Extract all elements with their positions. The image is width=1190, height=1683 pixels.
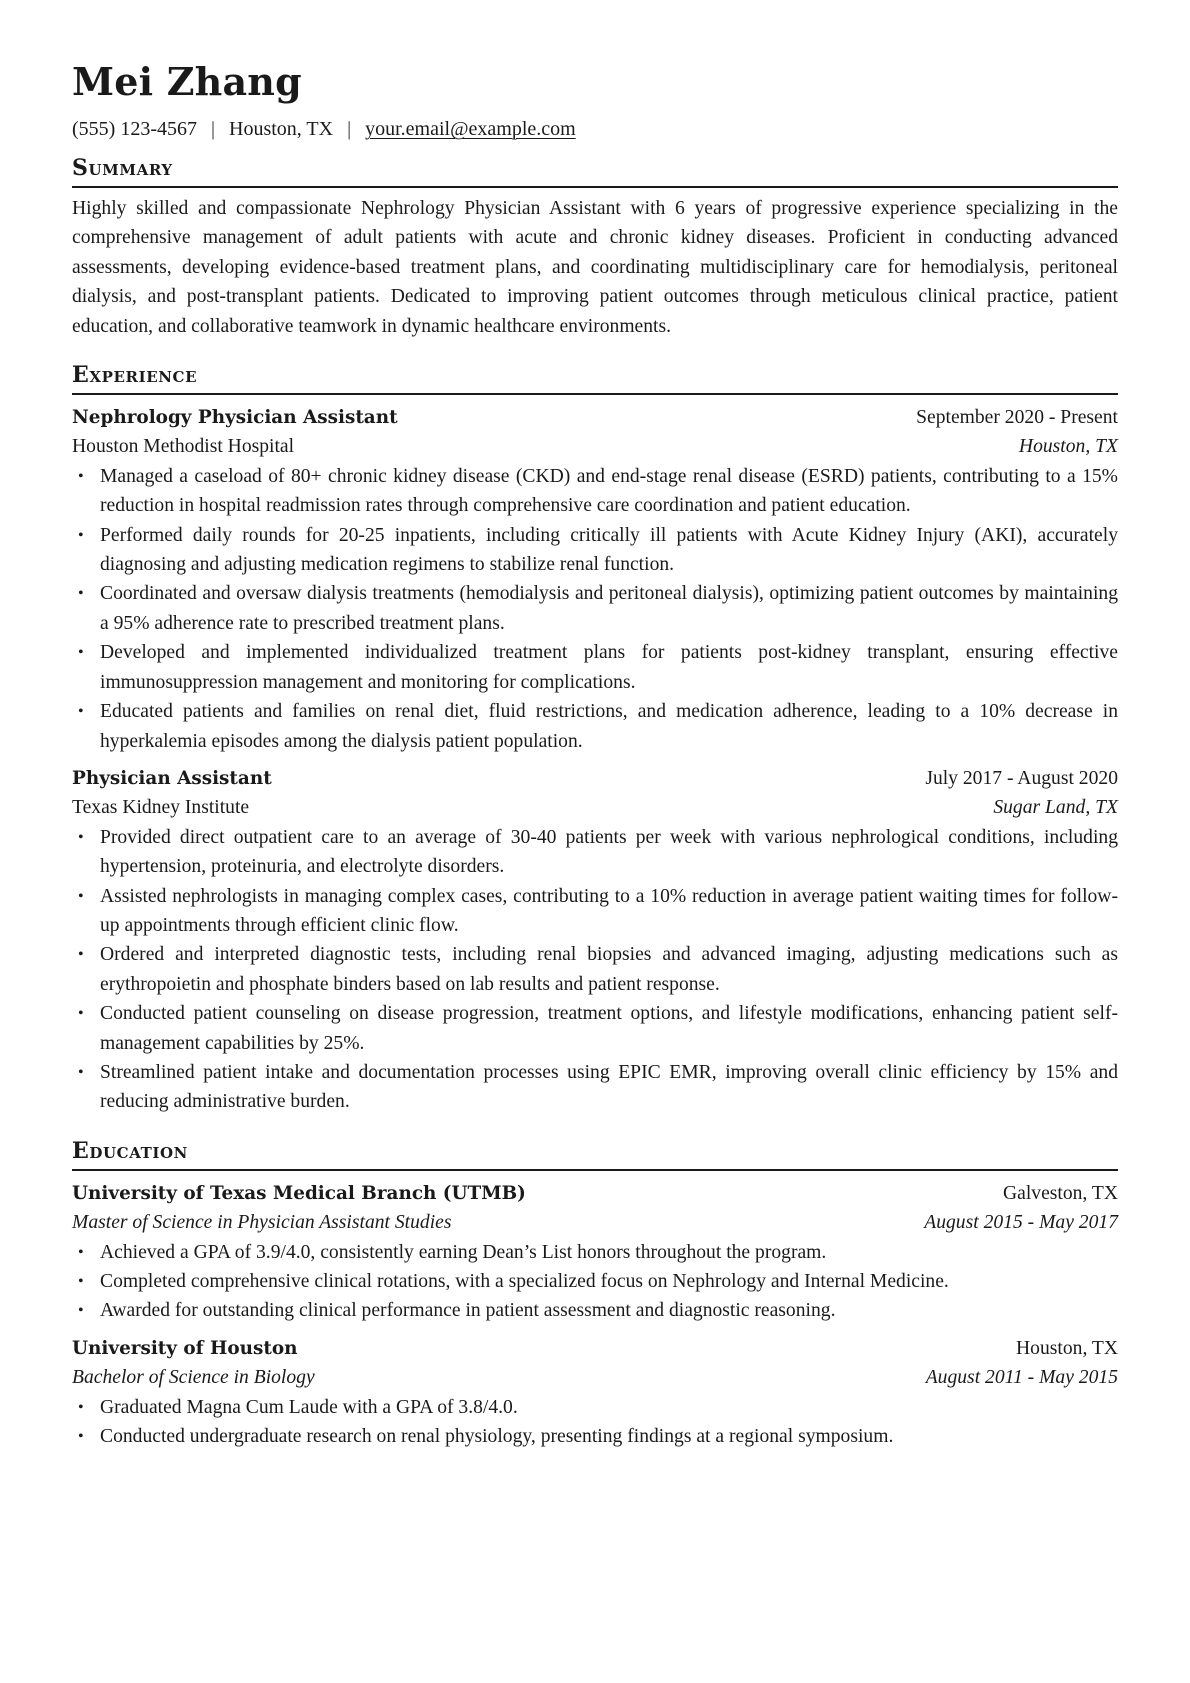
section-heading-education: Education — [72, 1137, 1118, 1171]
degree: Master of Science in Physician Assistant Studies — [72, 1212, 452, 1234]
email-link[interactable]: your.email@example.com — [365, 118, 576, 140]
education-entry — [72, 1179, 1118, 1326]
bullet-item: • Conducted undergraduate research on renal physiology, presenting findings at a regional symposium. — [72, 1422, 1118, 1451]
job-bullets — [72, 462, 1118, 756]
phone-number: (555) 123-4567 — [72, 118, 197, 140]
job-location: Sugar Land, TX — [993, 797, 1118, 819]
bullet-item: • Assisted nephrologists in managing complex cases, contributing to a 10% reduction in average patient waiting times for follow-up appointments through efficient clinic flow. — [72, 882, 1118, 941]
job-header — [72, 764, 1118, 793]
location: Houston, TX — [229, 118, 334, 140]
education-entry — [72, 1334, 1118, 1452]
contact-separator: | — [347, 118, 352, 140]
bullet-item: • Developed and implemented individualized treatment plans for patients post-kidney transplant, ensuring effective immunosuppression management and monitoring for complications. — [72, 638, 1118, 697]
summary-text: Highly skilled and compassionate Nephrology Physician Assistant with 6 years of progressive experience specializing in the comprehensive management of adult patients with acute and chronic kidney diseases. Proficient in conducting advanced assessments, developing evidence-based treatment plans, and coordinating multidisciplinary care for hemodialysis, peritoneal dialysis, and post-transplant patients. Dedicated to improving patient outcomes through meticulous clinical practice, patient education, and collaborative teamwork in dynamic healthcare environments. — [72, 198, 1118, 337]
bullet-item: • Streamlined patient intake and documentation processes using EPIC EMR, improving overall clinic efficiency by 15% and reducing administrative burden. — [72, 1058, 1118, 1117]
job-entry — [72, 764, 1118, 1117]
school-location: Houston, TX — [1016, 1337, 1118, 1359]
job-title: Nephrology Physician Assistant — [72, 407, 398, 429]
job-subheader — [72, 793, 1118, 822]
education-dates: August 2015 - May 2017 — [924, 1212, 1118, 1234]
school-header — [72, 1334, 1118, 1363]
job-header — [72, 403, 1118, 432]
bullet-item: • Awarded for outstanding clinical performance in patient assessment and diagnostic reasoning. — [72, 1296, 1118, 1325]
bullet-item: • Achieved a GPA of 3.9/4.0, consistently earning Dean’s List honors throughout the program. — [72, 1238, 1118, 1267]
job-dates: September 2020 - Present — [916, 407, 1118, 429]
job-subheader — [72, 432, 1118, 461]
experience-section — [72, 361, 1118, 1117]
bullet-item: • Managed a caseload of 80+ chronic kidney disease (CKD) and end-stage renal disease (ESRD) patients, contributing to a 15% reduction in hospital readmission rates through comprehensive care coordination and patient education. — [72, 462, 1118, 521]
bullet-item: • Coordinated and oversaw dialysis treatments (hemodialysis and peritoneal dialysis), optimizing patient outcomes by maintaining a 95% adherence rate to prescribed treatment plans. — [72, 579, 1118, 638]
education-section — [72, 1137, 1118, 1452]
contact-line — [72, 116, 1118, 142]
school-header — [72, 1179, 1118, 1208]
bullet-item: • Educated patients and families on renal diet, fluid restrictions, and medication adherence, leading to a 10% decrease in hyperkalemia episodes among the dialysis patient population. — [72, 697, 1118, 756]
employer: Texas Kidney Institute — [72, 797, 250, 819]
bullet-item: • Provided direct outpatient care to an average of 30-40 patients per week with various nephrological conditions, including hypertension, proteinuria, and electrolyte disorders. — [72, 823, 1118, 882]
job-bullets — [72, 823, 1118, 1117]
school-location: Galveston, TX — [1002, 1182, 1118, 1204]
school-name: University of Houston — [72, 1337, 298, 1359]
education-bullets — [72, 1238, 1118, 1326]
degree-row — [72, 1363, 1118, 1392]
education-bullets — [72, 1393, 1118, 1452]
contact-separator: | — [210, 118, 215, 140]
degree: Bachelor of Science in Biology — [72, 1367, 315, 1389]
bullet-item: • Completed comprehensive clinical rotations, with a specialized focus on Nephrology and Internal Medicine. — [72, 1267, 1118, 1296]
section-heading-summary: Summary — [72, 154, 1118, 188]
bullet-item: • Performed daily rounds for 20-25 inpatients, including critically ill patients with Acute Kidney Injury (AKI), accurately diagnosing and adjusting medication regimens to stabilize renal function. — [72, 521, 1118, 580]
summary-section — [72, 154, 1118, 341]
resume-page — [72, 58, 1118, 1451]
job-title: Physician Assistant — [72, 767, 272, 789]
bullet-item: • Conducted patient counseling on disease progression, treatment options, and lifestyle modifications, enhancing patient self-management capabilities by 25%. — [72, 999, 1118, 1058]
education-dates: August 2011 - May 2015 — [925, 1367, 1118, 1389]
job-location: Houston, TX — [1018, 436, 1118, 458]
job-entry — [72, 403, 1118, 756]
bullet-item: • Ordered and interpreted diagnostic tests, including renal biopsies and advanced imaging, adjusting medications such as erythropoietin and phosphate binders based on lab results and patient response. — [72, 940, 1118, 999]
candidate-name: Mei Zhang — [72, 59, 302, 104]
employer: Houston Methodist Hospital — [72, 436, 295, 458]
section-heading-experience: Experience — [72, 361, 1118, 395]
degree-row — [72, 1208, 1118, 1237]
job-dates: July 2017 - August 2020 — [925, 767, 1118, 789]
bullet-item: • Graduated Magna Cum Laude with a GPA of 3.8/4.0. — [72, 1393, 1118, 1422]
school-name: University of Texas Medical Branch (UTMB) — [72, 1182, 526, 1204]
